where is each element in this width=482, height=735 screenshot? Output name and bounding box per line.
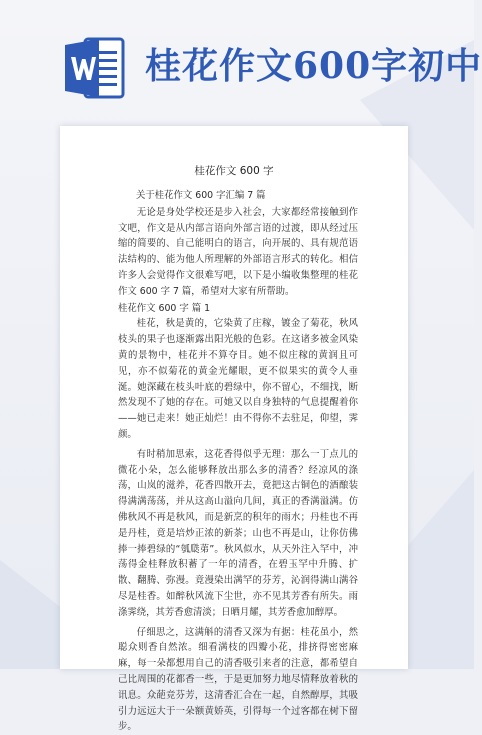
word-document-icon [63, 35, 127, 101]
essay-heading-1: 桂花作文 600 字 篇 1 [118, 302, 211, 314]
document-page [60, 126, 408, 733]
document-body [118, 188, 358, 735]
page-title: 桂花作文600字初中 [145, 45, 482, 87]
essay-paragraph-2: 有时稍加思索，这花香得似乎无理：那么一丁点儿的微花小朵，怎么能够释放出那么多的清香？经凉风的涤荡，山岚的滋养，花香四散开去，竟把这古铜色的酒酿装得满满荡荡，并从这高山溢向几间，真正的香满溢满。仿佛秋风不再是秋风，而是新烹的积年的雨水；丹桂也不再是丹桂，竟是培炒正浓的新茶；山也不再是山，让你仿佛捧一捧碧绿的“瓠瓞苐”。秋风似水，从天外注入罕中，冲荡得金桂释放积蓄了一年的清香，在碧玉罕中升腾、扩散、翻腾、弥漫。竟漫染出满罕的芬芳，沁润得满山满谷尽是桂香。如醉秋风流下尘世，亦不见其芳香有所失。雨涤霁绕，其芳香愈清淡；日晒月耀，其芳香愈加醇厚。 [118, 448, 358, 618]
document-title: 桂花作文 600 字 [194, 165, 274, 177]
essay-paragraph-1: 桂花，秋是黄的，它染黄了庄稼，镀金了菊花，秋风枝头的果子也逐渐露出阳光般的色彩。在这诸多被金风染黄的景物中，桂花并不算夺目。她不似庄稼的黄润且可见，亦不似菊花的黄金光耀眼，更不似果实的黄令人垂涎。她深藏在枝头叶底的碧绿中，你不留心，不细找，断然发现不了她的存在。可她又以自身独特的气息提醒着你——她已走来！她正灿烂！由不得你不去驻足，仰望，霁颜。 [118, 318, 358, 440]
header [0, 0, 482, 120]
document-subtitle: 关于桂花作文 600 字汇编 7 篇 [136, 190, 266, 201]
essay-paragraph-3: 仔细思之，这满斛的清香又深为有据：桂花虽小，然聪众则香自然浓。细看满枝的四瓣小花，排挤得密密麻麻，每一朵都想用自己的清香吸引来者的注意，都希望自己比周围的花都香一些，于是更加努力地尽情释放着秋的讯息。众葩竞芬芳，这清香汇合在一起，自然醇厚，其吸引力远远大于一朵额黄娇英，引得每一个过客都在树下留步。 [118, 626, 358, 733]
intro-paragraph: 无论是身处学校还是步入社会，大家都经常接触到作文吧，作文是从内部言语向外部言语的过渡，即从经过压缩的简要的、自己能明白的语言，向开展的、具有规范语法结构的、能为他人所理解的外部语言形式的转化。相信许多人会觉得作文很难写吧，以下是小编收集整理的桂花作文 600 字 7 篇，希望对大家有所帮助。 [118, 206, 358, 297]
